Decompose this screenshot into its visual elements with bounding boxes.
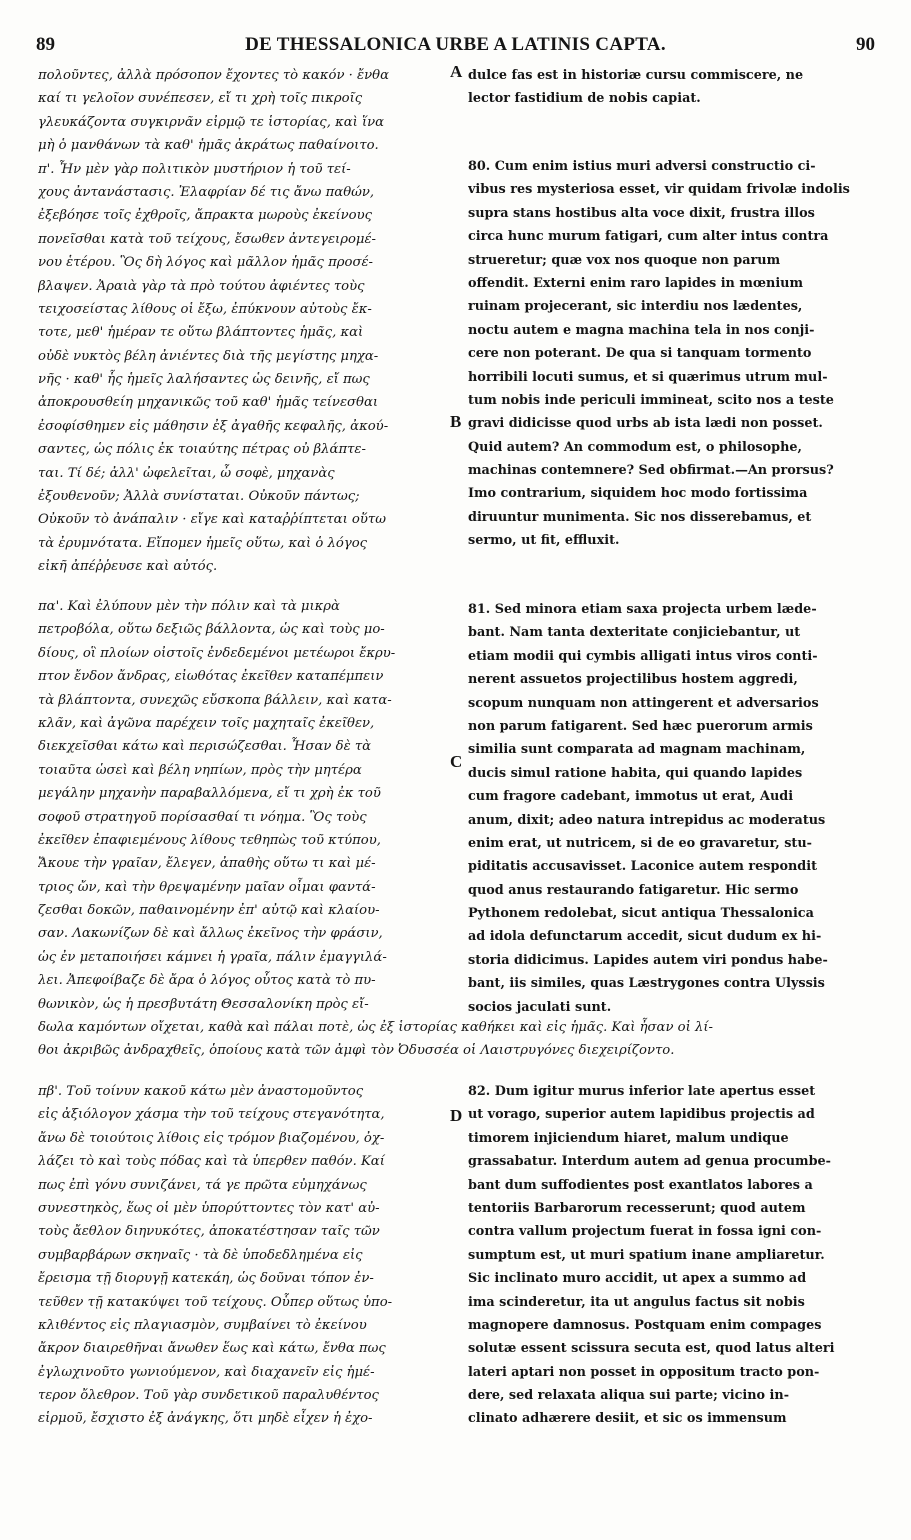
text-line: ἀποκρουσθείη μηχανικῶς τοῦ καθ' ἡμᾶς τείνεσθαι (38, 395, 379, 411)
text-line: τοιαῦτα ὡσεὶ καὶ βέλη νηπίων, πρὸς τὴν μητέρα (38, 762, 362, 778)
section-marker-b: B (450, 412, 462, 431)
page-number-left: 89 (36, 34, 55, 55)
text-line: εἱρμοῦ, ἔσχιστο ἐξ ἀνάγκης, ὅτι μηδὲ εἶχεν ἡ ἐχο- (38, 1411, 373, 1427)
text-line: πα'. Καὶ ἐλύπουν μὲν τὴν πόλιν καὶ τὰ μικρὰ (38, 599, 340, 614)
text-line: πολοῦντες, ἀλλὰ πρόσοπον ἔχοντες τὸ κακόν · ἔνθα (38, 68, 389, 83)
latin-column-block-3 (468, 598, 878, 1019)
text-line: Pythonem redolebat, sicut antiqua Thessalonica (468, 906, 814, 922)
text-line: συνεστηκὸς, ἕως οἱ μὲν ὑπορύττοντες τὸν κατ' αὐ- (38, 1200, 380, 1216)
text-line: θοι ἀκριβῶς ἀνδραχθεῖς, ὁποίους κατὰ τῶν ἀμφὶ τὸν Ὀδυσσέα οἱ Λαιστρυγόνες διεχειρίζοντο. (38, 1043, 675, 1059)
text-line: solutæ essent scissura secuta est, quod latus alteri (468, 1341, 835, 1357)
text-line: δωλα καμόντων οἴχεται, καθὰ καὶ πάλαι ποτὲ, ὡς ἐξ ἱστορίας καθήκει καὶ εἰς ἡμᾶς. Καὶ ἦσαν οἱ λί- (38, 1020, 713, 1035)
text-line: κλᾶν, καὶ ἀγῶνα παρέχειν τοῖς μαχηταῖς ἐκεῖθεν, (38, 715, 375, 731)
text-line: tum nobis inde periculi immineat, scito nos a teste (468, 392, 834, 408)
text-line: non parum fatigarent. Sed hæc puerorum armis (468, 718, 813, 734)
text-line: sumptum est, ut muri spatium inane ampliaretur. (468, 1247, 825, 1263)
text-line: ima scinderetur, ita ut angulus factus sit nobis (468, 1294, 805, 1310)
text-line: diruuntur munimenta. Sic nos disserebamus, et (468, 509, 812, 525)
text-line: τριος ὤν, καὶ τὴν θρεψαμένην μαῖαν οἶμαι φαντά- (38, 879, 376, 895)
text-line: enim erat, ut nutricem, si de eo gravaretur, stu- (468, 835, 812, 851)
text-line: π'. Ἦν μὲν γὰρ πολιτικὸν μυστήριον ἡ τοῦ τεί- (38, 161, 351, 177)
text-line: τοὺς ἄεθλον διηνυκότες, ἀποκατέστησαν ταῖς τῶν (38, 1224, 380, 1240)
text-line: ἄκρον διαιρεθῆναι ἄνωθεν ἕως καὶ κάτω, ἔνθα πως (38, 1341, 386, 1357)
text-line: γλευκάζοντα συγκιρνᾶν εἰρμῷ τε ἱστορίας, καὶ ἵνα (38, 114, 385, 130)
text-line: λάζει τὸ καὶ τοὺς πόδας καὶ τὰ ὑπερθεν παθόν. Καί (38, 1154, 385, 1170)
text-line: grassabatur. Interdum autem ad genua procumbe- (468, 1154, 831, 1170)
text-line: similia sunt comparata ad magnam machinam, (468, 742, 806, 758)
text-line: ὡς ἐν μεταποιήσει κάμνει ἡ γραῖα, πάλιν ἐμαγγιλά- (38, 949, 387, 965)
text-line: σοφοῦ στρατηγοῦ πορίσασθαί τι νόημα. Ὃς τοὺς (38, 809, 367, 825)
text-line: Sic inclinato muro accidit, ut apex a summo ad (468, 1271, 807, 1287)
text-line: ducis simul ratione habita, qui quando lapides (468, 765, 803, 781)
text-line: μὴ ὁ μανθάνων τὰ καθ' ἡμᾶς ἀκράτως παθαίνοιτο. (38, 138, 379, 154)
text-line: Οὐκοῦν τὸ ἀνάπαλιν · εἴγε καὶ καταῤῥίπτεται οὕτω (38, 512, 386, 528)
text-line: 80. Cum enim istius muri adversi constructio ci- (468, 159, 816, 174)
text-line: 81. Sed minora etiam saxa projecta urbem læde- (468, 602, 817, 617)
text-line: gravi didicisse quod urbs ab ista lædi non posset. (468, 416, 823, 432)
text-line: διεκχεῖσθαι κάτω καὶ περισώζεσθαι. Ἦσαν δὲ τὰ (38, 739, 372, 755)
text-line: bant. Nam tanta dexteritate conjiciebantur, ut (468, 625, 801, 641)
text-line: horribili locuti sumus, et si quærimus utrum mul- (468, 369, 828, 385)
text-line: πονεῖσθαι κατὰ τοῦ τείχους, ἔσωθεν ἀντεγειρομέ- (38, 231, 377, 247)
text-line: offendit. Externi enim raro lapides in mœnium (468, 275, 804, 291)
text-line: vibus res mysteriosa esset, vir quidam frivolæ indolis (468, 182, 850, 198)
text-line: bant dum suffodientes post exantlatos labores a (468, 1177, 813, 1193)
text-line: ἐγλωχινοῦτο γωνιούμενον, καὶ διαχανεῖν εἰς ἡμέ- (38, 1364, 375, 1380)
text-line: λει. Ἀπεφοίβαζε δὲ ἄρα ὁ λόγος οὗτος κατὰ τὸ πυ- (38, 973, 376, 989)
text-line: Quid autem? An commodum est, o philosophe, (468, 439, 802, 455)
greek-column-block-3 (38, 1080, 450, 1431)
text-line: πβ'. Τοῦ τοίνυν κακοῦ κάτω μὲν ἀναστομοῦντος (38, 1084, 364, 1099)
text-line: socios jaculati sunt. (468, 999, 612, 1015)
text-line: supra stans hostibus alta voce dixit, frustra illos (468, 205, 815, 221)
text-line: ζεσθαι δοκῶν, παθαινομένην ἐπ' αὐτῷ καὶ κλαίου- (38, 903, 380, 919)
text-line: scopum nunquam non attingerent et adversarios (468, 695, 819, 711)
greek-full-width-lines (38, 1016, 878, 1063)
text-line: contra vallum projectum fuerat in fossa igni con- (468, 1224, 822, 1240)
text-line: circa hunc murum fatigari, cum alter intus contra (468, 229, 829, 245)
text-line: cere non poterant. De qua si tanquam tormento (468, 346, 812, 362)
text-line: ἐσοφίσθημεν εἰς μάθησιν ἐξ ἀγαθῆς κεφαλῆς, ἀκού- (38, 418, 389, 434)
text-line: νῆς · καθ' ἧς ἡμεῖς λαλήσαντες ὡς δεινῆς, εἴ πως (38, 372, 370, 388)
text-line: συμβαρβάρων σκηναῖς · τὰ δὲ ὑποδεδλημένα εἰς (38, 1247, 363, 1263)
text-line: δίους, οἳ πλοίων οἰστοῖς ἐνδεδεμένοι μετέωροι ἔκρυ- (38, 645, 396, 661)
text-line: θωνικὸν, ὡς ἡ πρεσβυτάτη Θεσσαλονίκη πρὸς εἴ- (38, 996, 369, 1012)
greek-column-block-1 (38, 64, 450, 579)
section-marker-d: D (450, 1106, 463, 1125)
page-header (32, 34, 879, 60)
section-marker-c: C (450, 752, 463, 771)
text-line: ἐξουθενοῦν; Ἀλλὰ συνίσταται. Οὐκοῦν πάντως; (38, 489, 360, 505)
latin-column-block-1 (468, 64, 878, 111)
text-line: μεγάλην μηχανὴν παραβαλλόμενα, εἴ τι χρὴ ἐκ τοῦ (38, 786, 381, 802)
text-line: εἰκῆ ἀπέῤῥευσε καὶ αὐτός. (38, 559, 218, 575)
text-line: tentoriis Barbarorum recesserunt; quod autem (468, 1200, 806, 1216)
text-line: τὰ βλάπτοντα, συνεχῶς εὔσκοπα βάλλειν, καὶ κατα- (38, 692, 392, 708)
text-line: σαντες, ὡς πόλις ἐκ τοιαύτης πέτρας οὐ βλάπτε- (38, 442, 366, 458)
text-line: machinas contemnere? Sed obfirmat.—An prorsus? (468, 463, 834, 479)
text-line: ἔρεισμα τῇ διορυγῇ κατεκάη, ὡς δοῦναι τόπον ἐν- (38, 1271, 374, 1287)
text-line: τοτε, μεθ' ἡμέραν τε οὕτω βλάπτοντες ἡμᾶς, καὶ (38, 325, 364, 341)
text-line: ἐκεῖθεν ἐπαφιεμένους λίθους τεθηπὼς τοῦ κτύπου, (38, 832, 381, 848)
text-line: sermo, ut fit, effluxit. (468, 533, 620, 549)
text-line: piditatis accusavisset. Laconice autem respondit (468, 859, 818, 875)
text-line: Ἄκουε τὴν γραῖαν, ἔλεγεν, ἀπαθὴς οὕτω τι καὶ μέ- (38, 856, 376, 872)
text-line: οὐδὲ νυκτὸς βέλη ἀνιέντες διὰ τῆς μεγίστης μηχα- (38, 348, 379, 364)
greek-column-block-2 (38, 595, 450, 1016)
text-line: σαν. Λακωνίζων δὲ καὶ ἄλλως ἐκεῖνος τὴν φράσιν, (38, 926, 383, 942)
text-line: ruinam projecerant, sic interdiu nos lædentes, (468, 299, 803, 315)
text-line: etiam modii qui cymbis alligati intus viros conti- (468, 648, 818, 664)
page-number-right: 90 (856, 34, 875, 55)
text-line: τεῦθεν τῇ κατακύψει τοῦ τείχους. Οὗπερ οὕτως ὑπο- (38, 1294, 393, 1310)
text-line: ut vorago, superior autem lapidibus projectis ad (468, 1107, 815, 1123)
text-line: dere, sed relaxata aliqua sui parte; vicino in- (468, 1388, 790, 1404)
text-line: εἰς ἀξιόλογον χάσμα τὴν τοῦ τείχους στεγανότητα, (38, 1107, 385, 1123)
text-line: ἄνω δὲ τοιούτοις λίθοις εἰς τρόμον βιαζομένου, ὀχ- (38, 1130, 385, 1146)
running-title: DE THESSALONICA URBE A LATINIS CAPTA. (245, 34, 666, 55)
text-line: καί τι γελοῖον συνέπεσεν, εἴ τι χρὴ τοῖς πικροῖς (38, 91, 363, 107)
text-line: quod anus restaurando fatigaretur. Hic sermo (468, 882, 799, 898)
latin-column-block-2 (468, 155, 878, 553)
text-line: βλαψεν. Ἀραιὰ γὰρ τὰ πρὸ τούτου ἀφιέντες τοὺς (38, 278, 365, 294)
latin-column-block-4 (468, 1080, 878, 1431)
text-line: lector fastidium de nobis capiat. (468, 91, 701, 107)
text-line: ad idola defunctarum accedit, sicut dudum ex hi- (468, 929, 822, 945)
text-line: noctu autem e magna machina tela in nos conji- (468, 322, 815, 338)
text-line: χους ἀντανάστασις. Ἐλαφρίαν δέ τις ἄνω παθών, (38, 184, 375, 200)
text-line: ται. Τί δέ; ἀλλ' ὠφελεῖται, ὦ σοφὲ, μηχανὰς (38, 465, 335, 481)
text-line: nerent assuetos projectilibus hostem aggredi, (468, 672, 798, 688)
text-line: cum fragore cadebant, immotus ut erat, Audi (468, 789, 794, 805)
text-line: νου ἑτέρου. Ὃς δὴ λόγος καὶ μᾶλλον ἡμᾶς προσέ- (38, 255, 373, 271)
text-line: magnopere damnosus. Postquam enim compages (468, 1317, 822, 1333)
text-line: τὰ ἐρυμνότατα. Εἴπομεν ἡμεῖς οὕτω, καὶ ὁ λόγος (38, 535, 368, 551)
text-line: πετροβόλα, οὕτω δεξιῶς βάλλοντα, ὡς καὶ τοὺς μο- (38, 622, 385, 638)
text-line: κλιθέντος εἰς πλαγιασμὸν, συμβαίνει τὸ ἐκείνου (38, 1317, 367, 1333)
text-line: Imo contrarium, siquidem hoc modo fortissima (468, 486, 808, 502)
text-line: lateri aptari non posset in oppositum tracto pon- (468, 1364, 820, 1380)
text-line: πως ἐπὶ γόνυ συνιζάνει, τά γε πρῶτα εὐμηχάνως (38, 1177, 367, 1193)
text-line: strueretur; quæ vox nos quoque non parum (468, 252, 781, 268)
text-line: τειχοσείστας λίθους οἱ ἔξω, ἐπύκνουν αὐτοὺς ἔκ- (38, 301, 372, 317)
text-line: πτον ἔνδον ἄνδρας, εἰωθότας ἐκεῖθεν καταπέμπειν (38, 669, 384, 685)
text-line: τερον ὄλεθρον. Τοῦ γὰρ συνδετικοῦ παραλυθέντος (38, 1388, 379, 1404)
text-line: bant, iis similes, quas Læstrygones contra Ulyssis (468, 976, 825, 992)
text-line: anum, dixit; adeo natura intrepidus ac moderatus (468, 812, 826, 828)
text-line: clinato adhærere desiit, et sic os immensum (468, 1411, 787, 1427)
text-line: 82. Dum igitur murus inferior late apertus esset (468, 1084, 816, 1099)
text-line: timorem injiciendum hiaret, malum undique (468, 1130, 789, 1146)
text-line: storia didicimus. Lapides autem viri pondus habe- (468, 952, 828, 968)
text-line: ἐξεβόησε τοῖς ἐχθροῖς, ἄπρακτα μωροὺς ἐκείνους (38, 208, 372, 224)
section-marker-a: A (450, 62, 463, 81)
text-line: dulce fas est in historiæ cursu commiscere, ne (468, 68, 804, 83)
